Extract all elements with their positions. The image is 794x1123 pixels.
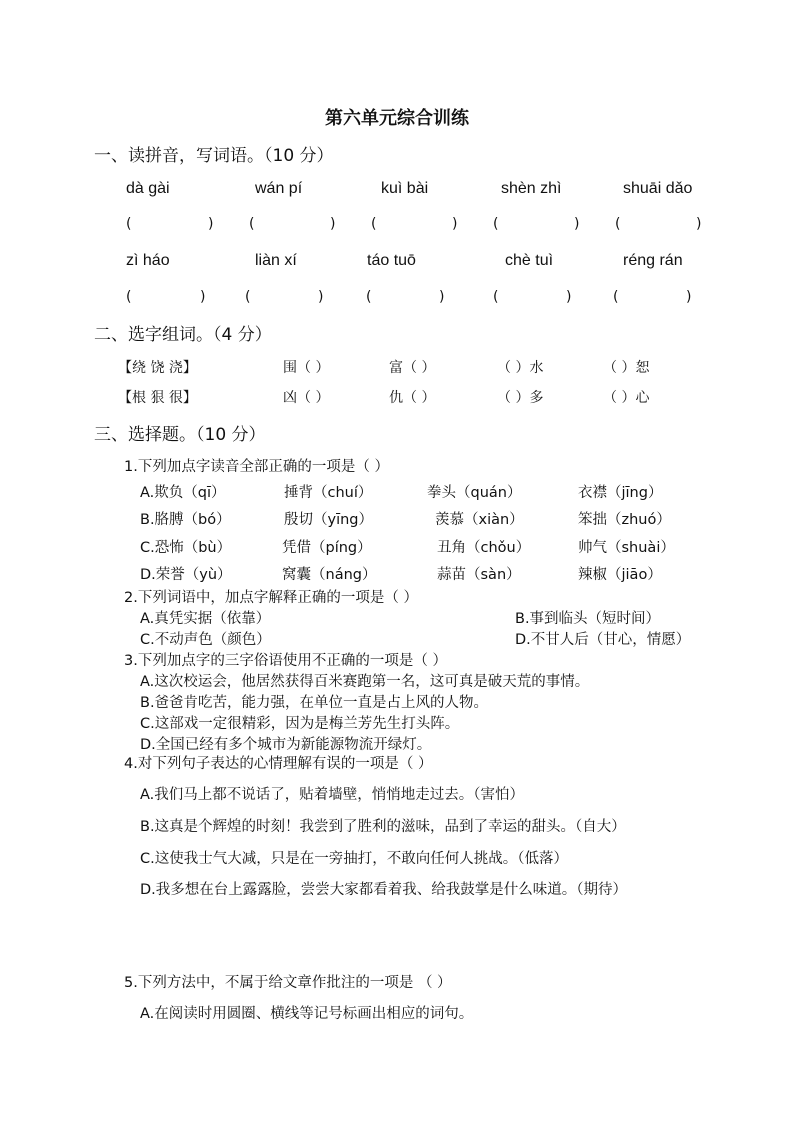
q2-option-d: D.不甘人后（甘心，情愿） xyxy=(515,632,691,648)
word-blank: （ ）水 xyxy=(497,360,544,376)
pinyin-item: zì háo xyxy=(126,252,170,269)
q3-option: D.全国已经有多个城市为新能源物流开绿灯。 xyxy=(140,737,432,753)
q4-option: C.这使我士气大减，只是在一旁抽打，不敢向任何人挑战。（低落） xyxy=(140,851,568,867)
answer-blank-close: ) xyxy=(208,216,214,232)
q1-option: B.胳膊（bó） xyxy=(140,512,231,528)
answer-blank-open: ( xyxy=(126,216,132,232)
q1-option: 凭借（píng） xyxy=(282,540,372,556)
word-blank: 富（ ） xyxy=(389,360,436,376)
answer-blank-close: ) xyxy=(696,216,702,232)
pinyin-item: dà gài xyxy=(126,180,170,197)
answer-blank-open: ( xyxy=(245,289,251,305)
q3-option: A.这次校运会，他居然获得百米赛跑第一名，这可真是破天荒的事情。 xyxy=(140,674,590,690)
q1-option: 衣襟（jīng） xyxy=(578,485,663,501)
answer-blank-open: ( xyxy=(615,216,621,232)
section-3-heading: 三、选择题。（10 分） xyxy=(94,425,266,445)
answer-blank-close: ) xyxy=(574,216,580,232)
q1-option: D.荣誉（yù） xyxy=(140,567,232,583)
answer-blank-close: ) xyxy=(686,289,692,305)
pinyin-item: táo tuō xyxy=(367,252,416,269)
q1-option: 丑角（chǒu） xyxy=(437,540,531,556)
word-blank: 凶（ ） xyxy=(283,390,330,406)
answer-blank-close: ) xyxy=(566,289,572,305)
q3-option: C.这部戏一定很精彩，因为是梅兰芳先生打头阵。 xyxy=(140,716,460,732)
q1-option: 帅气（shuài） xyxy=(578,540,675,556)
answer-blank-close: ) xyxy=(330,216,336,232)
q1-option: 拳头（quán） xyxy=(427,485,522,501)
answer-blank-open: ( xyxy=(493,289,499,305)
q1-option: 窝囊（náng） xyxy=(282,567,377,583)
word-blank: 围（ ） xyxy=(283,360,330,376)
q1-option: C.恐怖（bù） xyxy=(140,540,232,556)
pinyin-item: wán pí xyxy=(255,180,303,197)
section-2-heading: 二、选字组词。（4 分） xyxy=(94,325,272,345)
q2-option-c: C.不动声色（颜色） xyxy=(140,632,271,648)
word-blank: （ ）恕 xyxy=(603,360,650,376)
answer-blank-close: ) xyxy=(200,289,206,305)
question-4-stem: 4.对下列句子表达的心情理解有误的一项是（ ） xyxy=(124,756,433,772)
pinyin-item: réng rán xyxy=(623,252,683,269)
pinyin-item: kuì bài xyxy=(381,180,429,197)
q3-option: B.爸爸肯吃苦，能力强，在单位一直是占上风的人物。 xyxy=(140,695,489,711)
question-5-stem: 5.下列方法中，不属于给文章作批注的一项是 （ ） xyxy=(124,975,452,991)
page-title: 第六单元综合训练 xyxy=(325,108,469,129)
pinyin-item: shèn zhì xyxy=(501,180,562,197)
q1-option: A.欺负（qī） xyxy=(140,485,226,501)
answer-blank-open: ( xyxy=(371,216,377,232)
q1-option: 笨拙（zhuó） xyxy=(578,512,671,528)
q2-option-a: A.真凭实据（依靠） xyxy=(140,611,271,627)
answer-blank-open: ( xyxy=(366,289,372,305)
q4-option: D.我多想在台上露露脸，尝尝大家都看着我、给我鼓掌是什么味道。（期待） xyxy=(140,882,628,898)
answer-blank-open: ( xyxy=(249,216,255,232)
pinyin-item: chè tuì xyxy=(505,252,554,269)
answer-blank-close: ) xyxy=(318,289,324,305)
char-group: 【根 狠 很】 xyxy=(118,390,197,406)
question-2-stem: 2.下列词语中，加点字解释正确的一项是（ ） xyxy=(124,590,418,606)
q4-option: A.我们马上都不说话了，贴着墙壁，悄悄地走过去。（害怕） xyxy=(140,787,525,803)
word-blank: 仇（ ） xyxy=(389,390,436,406)
answer-blank-close: ) xyxy=(439,289,445,305)
q1-option: 蒜苗（sàn） xyxy=(437,567,521,583)
word-blank: （ ）心 xyxy=(603,390,650,406)
pinyin-item: shuāi dǎo xyxy=(623,180,693,197)
question-1-stem: 1.下列加点字读音全部正确的一项是（ ） xyxy=(124,459,389,475)
pinyin-item: liàn xí xyxy=(255,252,297,269)
section-1-heading: 一、读拼音，写词语。（10 分） xyxy=(94,146,334,166)
q1-option: 捶背（chuí） xyxy=(284,485,373,501)
q4-option: B.这真是个辉煌的时刻！我尝到了胜利的滋味，品到了幸运的甜头。（自大） xyxy=(140,819,626,835)
q5-option: A.在阅读时用圆圈、横线等记号标画出相应的词句。 xyxy=(140,1006,474,1022)
q1-option: 辣椒（jiāo） xyxy=(578,567,662,583)
q1-option: 殷切（yīng） xyxy=(284,512,374,528)
answer-blank-open: ( xyxy=(126,289,132,305)
answer-blank-close: ) xyxy=(452,216,458,232)
char-group: 【绕 饶 浇】 xyxy=(118,360,197,376)
word-blank: （ ）多 xyxy=(497,390,544,406)
question-3-stem: 3.下列加点字的三字俗语使用不正确的一项是（ ） xyxy=(124,653,447,669)
q1-option: 羡慕（xiàn） xyxy=(435,512,524,528)
answer-blank-open: ( xyxy=(613,289,619,305)
answer-blank-open: ( xyxy=(493,216,499,232)
q2-option-b: B.事到临头（短时间） xyxy=(515,611,661,627)
